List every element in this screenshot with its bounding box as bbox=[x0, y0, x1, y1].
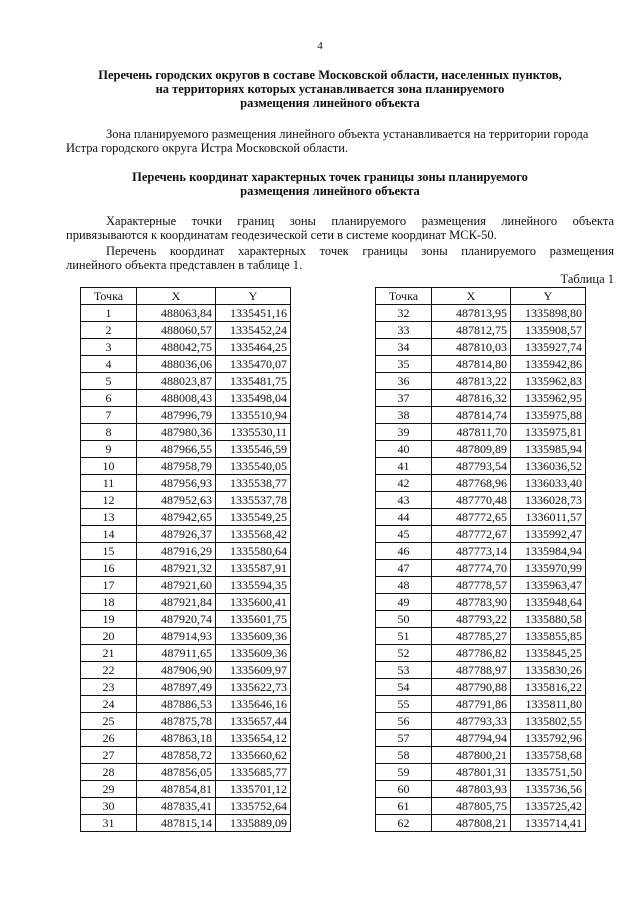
cell-x: 487772,67 bbox=[432, 526, 511, 543]
cell-x: 488008,43 bbox=[137, 390, 216, 407]
table-row bbox=[376, 577, 586, 594]
cell-y: 1335811,80 bbox=[511, 696, 586, 713]
cell-x: 487770,48 bbox=[432, 492, 511, 509]
table-row bbox=[376, 441, 586, 458]
cell-y: 1335498,04 bbox=[216, 390, 291, 407]
cell-point: 61 bbox=[376, 798, 432, 815]
heading-line: Перечень координат характерных точек границы зоны планируемого bbox=[132, 170, 528, 184]
cell-point: 57 bbox=[376, 730, 432, 747]
table-caption: Таблица 1 bbox=[560, 272, 614, 286]
cell-point: 53 bbox=[376, 662, 432, 679]
cell-point: 37 bbox=[376, 390, 432, 407]
cell-x: 487803,93 bbox=[432, 781, 511, 798]
cell-point: 18 bbox=[81, 594, 137, 611]
text-line: линейного объекта представлен в таблице 1. bbox=[66, 258, 303, 272]
cell-x: 487812,75 bbox=[432, 322, 511, 339]
table-row bbox=[81, 305, 291, 322]
cell-x: 487810,03 bbox=[432, 339, 511, 356]
cell-y: 1335646,16 bbox=[216, 696, 291, 713]
cell-point: 28 bbox=[81, 764, 137, 781]
cell-point: 14 bbox=[81, 526, 137, 543]
cell-x: 487805,75 bbox=[432, 798, 511, 815]
cell-y: 1335970,99 bbox=[511, 560, 586, 577]
cell-point: 12 bbox=[81, 492, 137, 509]
cell-x: 487816,32 bbox=[432, 390, 511, 407]
cell-x: 487835,41 bbox=[137, 798, 216, 815]
cell-x: 487809,89 bbox=[432, 441, 511, 458]
cell-x: 487772,65 bbox=[432, 509, 511, 526]
cell-y: 1335609,36 bbox=[216, 645, 291, 662]
column-header-x: X bbox=[137, 288, 216, 305]
table-row bbox=[81, 441, 291, 458]
cell-x: 487785,27 bbox=[432, 628, 511, 645]
cell-point: 40 bbox=[376, 441, 432, 458]
cell-x: 487996,79 bbox=[137, 407, 216, 424]
cell-y: 1335963,47 bbox=[511, 577, 586, 594]
table-header-row bbox=[376, 288, 586, 305]
heading-line: размещения линейного объекта bbox=[240, 184, 420, 198]
cell-point: 41 bbox=[376, 458, 432, 475]
cell-y: 1335609,36 bbox=[216, 628, 291, 645]
cell-y: 1335725,42 bbox=[511, 798, 586, 815]
table-row bbox=[81, 594, 291, 611]
table-row bbox=[81, 815, 291, 832]
cell-y: 1335830,26 bbox=[511, 662, 586, 679]
cell-x: 487856,05 bbox=[137, 764, 216, 781]
table-row bbox=[376, 628, 586, 645]
cell-x: 487920,74 bbox=[137, 611, 216, 628]
cell-x: 487813,95 bbox=[432, 305, 511, 322]
cell-y: 1335927,74 bbox=[511, 339, 586, 356]
cell-y: 1335657,44 bbox=[216, 713, 291, 730]
cell-point: 21 bbox=[81, 645, 137, 662]
text-line: Характерные точки границ зоны планируемого размещения линейного объекта bbox=[106, 214, 614, 228]
table-row bbox=[376, 305, 586, 322]
cell-point: 8 bbox=[81, 424, 137, 441]
cell-x: 487980,36 bbox=[137, 424, 216, 441]
cell-y: 1335594,35 bbox=[216, 577, 291, 594]
cell-point: 5 bbox=[81, 373, 137, 390]
table-row bbox=[376, 543, 586, 560]
cell-point: 24 bbox=[81, 696, 137, 713]
cell-y: 1335701,12 bbox=[216, 781, 291, 798]
heading-line: Перечень городских округов в составе Московской области, населенных пунктов, bbox=[98, 68, 562, 82]
cell-point: 33 bbox=[376, 322, 432, 339]
table-row bbox=[376, 492, 586, 509]
cell-x: 487966,55 bbox=[137, 441, 216, 458]
table-row bbox=[81, 696, 291, 713]
cell-y: 1336028,73 bbox=[511, 492, 586, 509]
cell-x: 488063,84 bbox=[137, 305, 216, 322]
table-row bbox=[376, 407, 586, 424]
cell-x: 487858,72 bbox=[137, 747, 216, 764]
cell-y: 1335451,16 bbox=[216, 305, 291, 322]
cell-point: 15 bbox=[81, 543, 137, 560]
coordinates-table-right bbox=[375, 287, 586, 832]
cell-x: 488060,57 bbox=[137, 322, 216, 339]
cell-x: 487786,82 bbox=[432, 645, 511, 662]
cell-point: 3 bbox=[81, 339, 137, 356]
cell-x: 487942,65 bbox=[137, 509, 216, 526]
cell-point: 25 bbox=[81, 713, 137, 730]
cell-x: 487906,90 bbox=[137, 662, 216, 679]
table-header-row bbox=[81, 288, 291, 305]
cell-point: 36 bbox=[376, 373, 432, 390]
cell-y: 1335660,62 bbox=[216, 747, 291, 764]
cell-point: 31 bbox=[81, 815, 137, 832]
table-row bbox=[376, 322, 586, 339]
cell-x: 487774,70 bbox=[432, 560, 511, 577]
cell-x: 488036,06 bbox=[137, 356, 216, 373]
table-row bbox=[81, 798, 291, 815]
cell-y: 1335975,88 bbox=[511, 407, 586, 424]
text-line: привязываются к координатам геодезической сети в системе координат МСК-50. bbox=[66, 228, 497, 242]
cell-x: 487916,29 bbox=[137, 543, 216, 560]
cell-x: 487778,57 bbox=[432, 577, 511, 594]
table-row bbox=[376, 526, 586, 543]
cell-point: 43 bbox=[376, 492, 432, 509]
cell-y: 1335470,07 bbox=[216, 356, 291, 373]
cell-y: 1335942,86 bbox=[511, 356, 586, 373]
cell-y: 1335685,77 bbox=[216, 764, 291, 781]
cell-y: 1335452,24 bbox=[216, 322, 291, 339]
cell-point: 26 bbox=[81, 730, 137, 747]
cell-y: 1335546,59 bbox=[216, 441, 291, 458]
table-row bbox=[81, 730, 291, 747]
table-row bbox=[376, 730, 586, 747]
cell-x: 487801,31 bbox=[432, 764, 511, 781]
table-row bbox=[376, 594, 586, 611]
cell-x: 487793,54 bbox=[432, 458, 511, 475]
cell-y: 1335792,96 bbox=[511, 730, 586, 747]
cell-point: 44 bbox=[376, 509, 432, 526]
cell-y: 1335601,75 bbox=[216, 611, 291, 628]
column-header-y: Y bbox=[216, 288, 291, 305]
column-header-point: Точка bbox=[81, 288, 137, 305]
heading-line: на территориях которых устанавливается зона планируемого bbox=[155, 82, 505, 96]
table-row bbox=[81, 747, 291, 764]
table-row bbox=[376, 645, 586, 662]
cell-y: 1335992,47 bbox=[511, 526, 586, 543]
table-row bbox=[376, 356, 586, 373]
text-line: Зона планируемого размещения линейного объекта устанавливается на территории города bbox=[106, 127, 589, 141]
cell-x: 487800,21 bbox=[432, 747, 511, 764]
table-row bbox=[81, 475, 291, 492]
cell-x: 487815,14 bbox=[137, 815, 216, 832]
cell-point: 1 bbox=[81, 305, 137, 322]
cell-x: 487921,60 bbox=[137, 577, 216, 594]
cell-y: 1335580,64 bbox=[216, 543, 291, 560]
cell-point: 54 bbox=[376, 679, 432, 696]
cell-point: 13 bbox=[81, 509, 137, 526]
cell-y: 1335568,42 bbox=[216, 526, 291, 543]
cell-x: 487814,80 bbox=[432, 356, 511, 373]
cell-y: 1335736,56 bbox=[511, 781, 586, 798]
table-row bbox=[376, 764, 586, 781]
cell-y: 1335530,11 bbox=[216, 424, 291, 441]
cell-y: 1335600,41 bbox=[216, 594, 291, 611]
cell-x: 487921,84 bbox=[137, 594, 216, 611]
cell-x: 487794,94 bbox=[432, 730, 511, 747]
cell-x: 487808,21 bbox=[432, 815, 511, 832]
column-header-point: Точка bbox=[376, 288, 432, 305]
cell-x: 487793,22 bbox=[432, 611, 511, 628]
cell-point: 45 bbox=[376, 526, 432, 543]
cell-y: 1335549,25 bbox=[216, 509, 291, 526]
cell-point: 50 bbox=[376, 611, 432, 628]
table-row bbox=[81, 611, 291, 628]
table-row bbox=[376, 662, 586, 679]
cell-x: 487863,18 bbox=[137, 730, 216, 747]
text-line: Перечень координат характерных точек границы зоны планируемого размещения bbox=[106, 244, 614, 258]
table-row bbox=[81, 628, 291, 645]
table-row bbox=[376, 424, 586, 441]
cell-x: 487790,88 bbox=[432, 679, 511, 696]
table-row bbox=[376, 798, 586, 815]
cell-point: 2 bbox=[81, 322, 137, 339]
cell-y: 1335948,64 bbox=[511, 594, 586, 611]
table-row bbox=[376, 560, 586, 577]
table-row bbox=[81, 356, 291, 373]
cell-point: 46 bbox=[376, 543, 432, 560]
table-row bbox=[376, 475, 586, 492]
cell-y: 1335985,94 bbox=[511, 441, 586, 458]
cell-point: 38 bbox=[376, 407, 432, 424]
cell-y: 1335622,73 bbox=[216, 679, 291, 696]
paragraph-territory bbox=[66, 127, 614, 155]
table-row bbox=[376, 458, 586, 475]
cell-x: 487768,96 bbox=[432, 475, 511, 492]
cell-x: 487911,65 bbox=[137, 645, 216, 662]
cell-x: 487814,74 bbox=[432, 407, 511, 424]
paragraph-table-reference bbox=[66, 244, 614, 272]
cell-y: 1335880,58 bbox=[511, 611, 586, 628]
cell-point: 32 bbox=[376, 305, 432, 322]
cell-point: 10 bbox=[81, 458, 137, 475]
cell-point: 16 bbox=[81, 560, 137, 577]
cell-point: 34 bbox=[376, 339, 432, 356]
cell-point: 11 bbox=[81, 475, 137, 492]
cell-y: 1336011,57 bbox=[511, 509, 586, 526]
cell-y: 1335984,94 bbox=[511, 543, 586, 560]
cell-point: 55 bbox=[376, 696, 432, 713]
cell-y: 1335464,25 bbox=[216, 339, 291, 356]
coordinates-table-left bbox=[80, 287, 291, 832]
cell-x: 487788,97 bbox=[432, 662, 511, 679]
cell-y: 1335975,81 bbox=[511, 424, 586, 441]
cell-point: 52 bbox=[376, 645, 432, 662]
page-number: 4 bbox=[317, 40, 323, 52]
table-row bbox=[81, 764, 291, 781]
cell-point: 17 bbox=[81, 577, 137, 594]
cell-point: 47 bbox=[376, 560, 432, 577]
table-row bbox=[376, 747, 586, 764]
table-row bbox=[81, 713, 291, 730]
cell-point: 23 bbox=[81, 679, 137, 696]
table-row bbox=[376, 679, 586, 696]
cell-x: 488042,75 bbox=[137, 339, 216, 356]
table-row bbox=[81, 560, 291, 577]
cell-y: 1335538,77 bbox=[216, 475, 291, 492]
table-row bbox=[81, 322, 291, 339]
cell-y: 1335510,94 bbox=[216, 407, 291, 424]
cell-x: 487921,32 bbox=[137, 560, 216, 577]
cell-point: 19 bbox=[81, 611, 137, 628]
cell-point: 4 bbox=[81, 356, 137, 373]
cell-x: 487793,33 bbox=[432, 713, 511, 730]
cell-x: 487958,79 bbox=[137, 458, 216, 475]
cell-point: 9 bbox=[81, 441, 137, 458]
cell-point: 27 bbox=[81, 747, 137, 764]
table-row bbox=[376, 781, 586, 798]
cell-x: 487897,49 bbox=[137, 679, 216, 696]
table-row bbox=[81, 543, 291, 560]
table-row bbox=[81, 679, 291, 696]
table-row bbox=[81, 458, 291, 475]
table-row bbox=[376, 373, 586, 390]
table-row bbox=[376, 815, 586, 832]
table-row bbox=[81, 662, 291, 679]
cell-x: 487875,78 bbox=[137, 713, 216, 730]
table-row bbox=[376, 509, 586, 526]
column-header-y: Y bbox=[511, 288, 586, 305]
cell-point: 7 bbox=[81, 407, 137, 424]
cell-point: 6 bbox=[81, 390, 137, 407]
cell-point: 30 bbox=[81, 798, 137, 815]
cell-y: 1335481,75 bbox=[216, 373, 291, 390]
cell-point: 35 bbox=[376, 356, 432, 373]
cell-y: 1335845,25 bbox=[511, 645, 586, 662]
cell-point: 48 bbox=[376, 577, 432, 594]
cell-x: 487791,86 bbox=[432, 696, 511, 713]
table-row bbox=[81, 339, 291, 356]
cell-x: 487914,93 bbox=[137, 628, 216, 645]
cell-y: 1335898,80 bbox=[511, 305, 586, 322]
heading-coordinates bbox=[80, 170, 580, 198]
heading-line: размещения линейного объекта bbox=[240, 96, 420, 110]
cell-y: 1335908,57 bbox=[511, 322, 586, 339]
cell-x: 487956,93 bbox=[137, 475, 216, 492]
table-row bbox=[376, 696, 586, 713]
cell-y: 1335802,55 bbox=[511, 713, 586, 730]
table-row bbox=[81, 424, 291, 441]
cell-x: 488023,87 bbox=[137, 373, 216, 390]
cell-point: 39 bbox=[376, 424, 432, 441]
table-row bbox=[81, 509, 291, 526]
cell-y: 1335609,97 bbox=[216, 662, 291, 679]
cell-y: 1335587,91 bbox=[216, 560, 291, 577]
table-row bbox=[81, 526, 291, 543]
cell-x: 487811,70 bbox=[432, 424, 511, 441]
table-row bbox=[81, 492, 291, 509]
table-row bbox=[376, 611, 586, 628]
cell-point: 56 bbox=[376, 713, 432, 730]
table-row bbox=[81, 645, 291, 662]
cell-x: 487783,90 bbox=[432, 594, 511, 611]
cell-y: 1335889,09 bbox=[216, 815, 291, 832]
table-row bbox=[81, 373, 291, 390]
cell-y: 1335537,78 bbox=[216, 492, 291, 509]
cell-x: 487854,81 bbox=[137, 781, 216, 798]
cell-y: 1335962,95 bbox=[511, 390, 586, 407]
cell-point: 20 bbox=[81, 628, 137, 645]
table-row bbox=[81, 781, 291, 798]
cell-x: 487773,14 bbox=[432, 543, 511, 560]
cell-point: 42 bbox=[376, 475, 432, 492]
table-row bbox=[81, 390, 291, 407]
cell-point: 58 bbox=[376, 747, 432, 764]
cell-point: 59 bbox=[376, 764, 432, 781]
cell-y: 1335752,64 bbox=[216, 798, 291, 815]
cell-y: 1335654,12 bbox=[216, 730, 291, 747]
table-row bbox=[376, 713, 586, 730]
heading-districts bbox=[80, 68, 580, 110]
cell-y: 1336036,52 bbox=[511, 458, 586, 475]
cell-y: 1336033,40 bbox=[511, 475, 586, 492]
cell-point: 62 bbox=[376, 815, 432, 832]
cell-y: 1335540,05 bbox=[216, 458, 291, 475]
cell-x: 487926,37 bbox=[137, 526, 216, 543]
cell-y: 1335751,50 bbox=[511, 764, 586, 781]
table-row bbox=[81, 407, 291, 424]
cell-x: 487952,63 bbox=[137, 492, 216, 509]
cell-point: 60 bbox=[376, 781, 432, 798]
cell-point: 51 bbox=[376, 628, 432, 645]
cell-point: 49 bbox=[376, 594, 432, 611]
paragraph-coordinate-system bbox=[66, 214, 614, 242]
text-line: Истра городского округа Истра Московской области. bbox=[66, 141, 349, 155]
cell-x: 487886,53 bbox=[137, 696, 216, 713]
cell-point: 29 bbox=[81, 781, 137, 798]
cell-y: 1335962,83 bbox=[511, 373, 586, 390]
table-row bbox=[376, 390, 586, 407]
cell-x: 487813,22 bbox=[432, 373, 511, 390]
table-row bbox=[81, 577, 291, 594]
column-header-x: X bbox=[432, 288, 511, 305]
cell-y: 1335714,41 bbox=[511, 815, 586, 832]
cell-y: 1335816,22 bbox=[511, 679, 586, 696]
cell-y: 1335855,85 bbox=[511, 628, 586, 645]
table-row bbox=[376, 339, 586, 356]
cell-y: 1335758,68 bbox=[511, 747, 586, 764]
cell-point: 22 bbox=[81, 662, 137, 679]
